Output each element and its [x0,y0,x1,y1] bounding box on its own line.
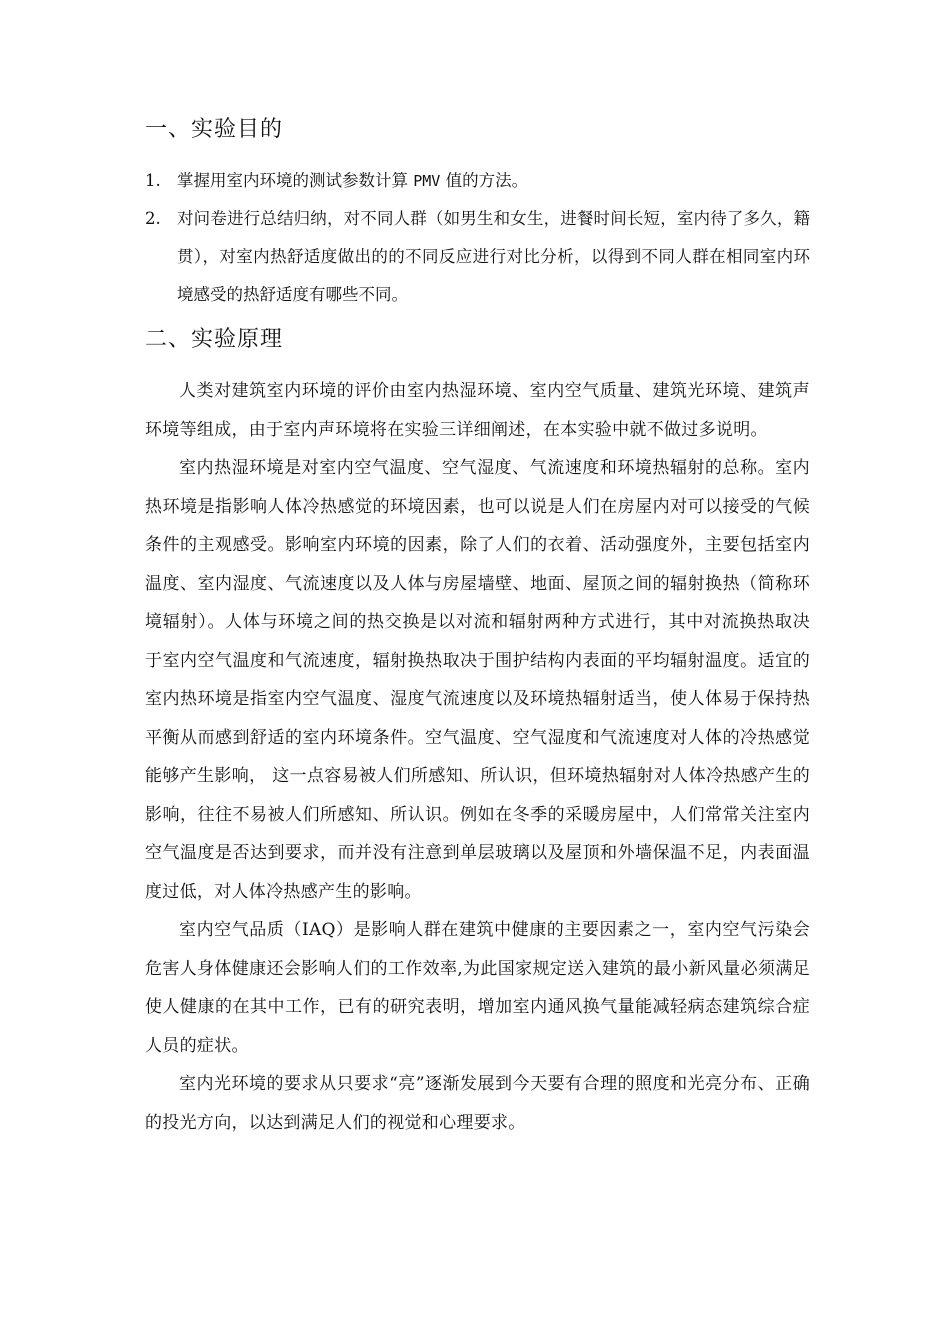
list-text: 掌握用室内环境的测试参数计算 [177,171,414,190]
paragraph: 人类对建筑室内环境的评价由室内热湿环境、室内空气质量、建筑光环境、建筑声环境等组成，由于室内声环境将在实验三详细阐述，在本实验中就不做过多说明。 [145,381,810,440]
paragraph: 室内光环境的要求从只要求“亮”逐渐发展到今天要有合理的照度和光亮分布、正确的投光方向，以达到满足人们的视觉和心理要求。 [145,1074,810,1133]
section-heading-principle: 二、实验原理 [145,327,284,352]
list-code: PMV [413,172,441,190]
paragraph: 室内热湿环境是对室内空气温度、空气湿度、气流速度和环境热辐射的总称。室内热环境是指影响人体冷热感觉的环境因素，也可以说是人们在房屋内对可以接受的气候条件的主观感受。影响室内环境的因素，除了人们的衣着、活动强度外，主要包括室内温度、室内湿度、气流速度以及人体与房屋墙壁、地面、屋顶之间的辐射换热（简称环境辐射）。人体与环境之间的热交换是以对流和辐射两种方式进行，其中对流换热取决于室内空气温度和气流速度，辐射换热取决于围护结构内表面的平均辐射温度。适宜的室内热环境是指室内空气温度、湿度气流速度以及环境热辐射适当，使人体易于保持热平衡从而感到舒适的室内环境条件。空气温度、空气湿度和气流速度对人体的冷热感觉能够产生影响， 这一点容易被人们所感知、所认识，但环境热辐射对人体冷热感产生的影响，往往不易被人们所感知、所认识。例如在冬季的采暖房屋中，人们常常关注室内空气温度是否达到要求，而并没有注意到单层玻璃以及屋顶和外墙保温不足，内表面温度过低，对人体冷热感产生的影响。 [145,458,810,902]
document-page [145,112,810,1142]
list-text: 值的方法。 [440,171,529,190]
list-item-1 [145,162,810,200]
section-heading-purpose: 一、实验目的 [145,117,284,142]
list-text: 对问卷进行总结归纳，对不同人群（如男生和女生，进餐时间长短，室内待了多久，籍贯），对室内热舒适度做出的的不同反应进行对比分析，以得到不同人群在相同室内环境感受的热舒适度有哪些不同。 [177,209,810,304]
paragraph: 室内空气品质（IAQ）是影响人群在建筑中健康的主要因素之一，室内空气污染会危害人身体健康还会影响人们的工作效率,为此国家规定送入建筑的最小新风量必须满足使人健康的在其中工作，已有的研究表明，增加室内通风换气量能减轻病态建筑综合症人员的症状。 [145,920,810,1056]
list-number: 2. [145,209,161,228]
list-item-2 [145,200,810,314]
list-number: 1. [145,171,161,190]
